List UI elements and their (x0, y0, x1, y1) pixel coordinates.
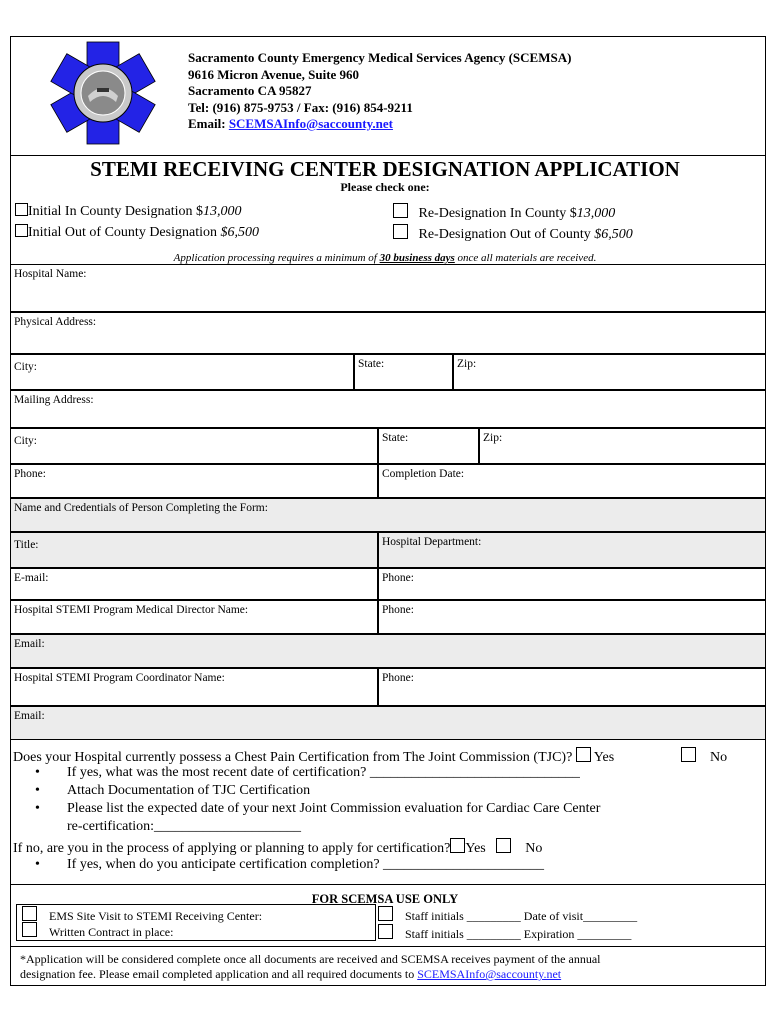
zip-field-2[interactable]: Zip: (479, 428, 766, 464)
checkbox-tjc-yes[interactable] (576, 747, 591, 762)
coordinator-name-field[interactable]: Hospital STEMI Program Coordinator Name: (10, 668, 378, 706)
agency-email-link[interactable]: SCEMSAInfo@saccounty.net (228, 116, 393, 131)
bullet-4: • If yes, when do you anticipate certification completion? _______________________ (35, 857, 545, 872)
checkbox-staff-expiration[interactable] (378, 924, 393, 939)
option-redes-in-amount: 13,000 (576, 206, 616, 221)
completion-date-field[interactable]: Completion Date: (378, 464, 766, 498)
mailing-address-field[interactable]: Mailing Address: (10, 390, 766, 428)
footer-line-1: *Application will be considered complete once all documents are received and SCEMSA receives payment of the annual (20, 952, 601, 966)
phone-field-2[interactable]: Phone: (378, 568, 766, 600)
staff-expiration-row (378, 924, 631, 942)
phone-field-4[interactable]: Phone: (378, 668, 766, 706)
checkbox-redesignation-out[interactable] (393, 224, 408, 239)
footer-line-2-text: designation fee. Please email completed application and all required documents to (20, 967, 418, 981)
tjc-question-text: Does your Hospital currently possess a Chest Pain Certification from The Joint Commission (TJC)? (13, 750, 573, 765)
note-pre: Application processing requires a minimum of (173, 252, 380, 264)
site-visit-label: EMS Site Visit to STEMI Receiving Center: (49, 909, 263, 923)
bullet-1-text: If yes, what was the most recent date of certification? ______________________________ (67, 765, 580, 780)
applying-question (13, 838, 542, 857)
checkbox-contract[interactable] (22, 922, 37, 937)
option-redesignation-in[interactable] (393, 203, 615, 222)
option-redes-out-label: Re-Designation Out of County (418, 227, 595, 242)
note-bold: 30 business days (379, 252, 455, 264)
option-initial-in-amount: 13,000 (202, 204, 242, 219)
contract-label: Written Contract in place: (49, 925, 174, 939)
option-initial-out[interactable] (15, 224, 259, 241)
star-of-life-logo (50, 40, 156, 146)
footer-note (20, 952, 600, 982)
city-field-1[interactable]: City: (10, 354, 354, 390)
agency-phone: Tel: (916) 875-9753 / Fax: (916) 854-9211 (188, 99, 413, 115)
physical-address-field[interactable]: Physical Address: (10, 312, 766, 354)
tjc-no[interactable] (681, 747, 727, 766)
option-redes-out-amount: $6,500 (594, 227, 633, 242)
staff-expiration-label: Staff initials _________ Expiration _________ (405, 927, 632, 941)
option-initial-out-amount: $6,500 (220, 225, 259, 240)
bullet-1: • If yes, what was the most recent date of certification? ______________________________ (35, 765, 580, 780)
director-name-field[interactable]: Hospital STEMI Program Medical Director Name: (10, 600, 378, 634)
email-field-3[interactable]: Email: (10, 706, 766, 740)
hospital-department-field[interactable]: Hospital Department: (378, 532, 766, 568)
divider (10, 946, 766, 947)
phone-field-1[interactable]: Phone: (10, 464, 378, 498)
checkbox-applying-yes[interactable] (450, 838, 465, 853)
footer-line-2 (20, 967, 600, 982)
applying-question-text: If no, are you in the process of applying or planning to apply for certification? (13, 841, 451, 856)
email-field-2[interactable]: Email: (10, 634, 766, 668)
processing-note (0, 252, 770, 264)
title-field[interactable]: Title: (10, 532, 378, 568)
name-credentials-field[interactable]: Name and Credentials of Person Completing the Form: (10, 498, 766, 532)
checkbox-staff-visit[interactable] (378, 906, 393, 921)
divider (10, 155, 766, 156)
option-redesignation-out[interactable] (393, 224, 633, 243)
note-post: once all materials are received. (454, 252, 597, 264)
bullet-2-text: Attach Documentation of TJC Certification (67, 783, 311, 798)
bullet-2: • Attach Documentation of TJC Certification (35, 783, 311, 798)
agency-email-line (188, 116, 571, 133)
email-field-1[interactable]: E-mail: (10, 568, 378, 600)
divider (10, 884, 766, 885)
staff-visit-row (378, 906, 637, 924)
agency-name: Sacramento County Emergency Medical Services Agency (SCEMSA) (188, 50, 572, 65)
state-field-2[interactable]: State: (378, 428, 479, 464)
agency-city: Sacramento CA 95827 (188, 83, 312, 98)
option-initial-out-label: Initial Out of County Designation (28, 225, 221, 240)
applying-no-label: No (525, 841, 543, 856)
tjc-no-label: No (710, 750, 728, 765)
tjc-yes-label: Yes (593, 750, 615, 765)
option-initial-in[interactable] (15, 203, 241, 220)
contract-row (22, 922, 173, 940)
bullet-3: • Please list the expected date of your next Joint Commission evaluation for Cardiac Care Center (35, 801, 601, 816)
applying-yes-label: Yes (465, 841, 486, 856)
city-field-2[interactable]: City: (10, 428, 378, 464)
phone-field-3[interactable]: Phone: (378, 600, 766, 634)
checkbox-site-visit[interactable] (22, 906, 37, 921)
checkbox-redesignation-in[interactable] (393, 203, 408, 218)
office-use-heading: FOR SCEMSA USE ONLY (311, 892, 459, 906)
checkbox-applying-no[interactable] (496, 838, 511, 853)
tjc-question (13, 747, 614, 766)
option-initial-in-label: Initial In County Designation $ (28, 204, 203, 219)
staff-visit-label: Staff initials _________ Date of visit_________ (405, 909, 638, 923)
bullet-3-text: Please list the expected date of your next Joint Commission evaluation for Cardiac Care Center (67, 801, 601, 816)
state-field-1[interactable]: State: (354, 354, 453, 390)
email-label: Email: (188, 116, 229, 131)
zip-field-1[interactable]: Zip: (453, 354, 766, 390)
checkbox-initial-in[interactable] (15, 203, 28, 216)
agency-header (188, 50, 571, 133)
recertification-line: re-certification:_____________________ (67, 819, 302, 834)
footer-email-link[interactable]: SCEMSAInfo@saccounty.net (417, 967, 562, 981)
check-one-label: Please check one: (340, 180, 430, 194)
checkbox-tjc-no[interactable] (681, 747, 696, 762)
checkbox-initial-out[interactable] (15, 224, 28, 237)
page-title: STEMI RECEIVING CENTER DESIGNATION APPLICATION (90, 157, 680, 181)
bullet-4-text: If yes, when do you anticipate certification completion? _______________________ (67, 857, 545, 872)
option-redes-in-label: Re-Designation In County $ (418, 206, 577, 221)
agency-address: 9616 Micron Avenue, Suite 960 (188, 66, 360, 82)
hospital-name-field[interactable]: Hospital Name: (10, 264, 766, 312)
